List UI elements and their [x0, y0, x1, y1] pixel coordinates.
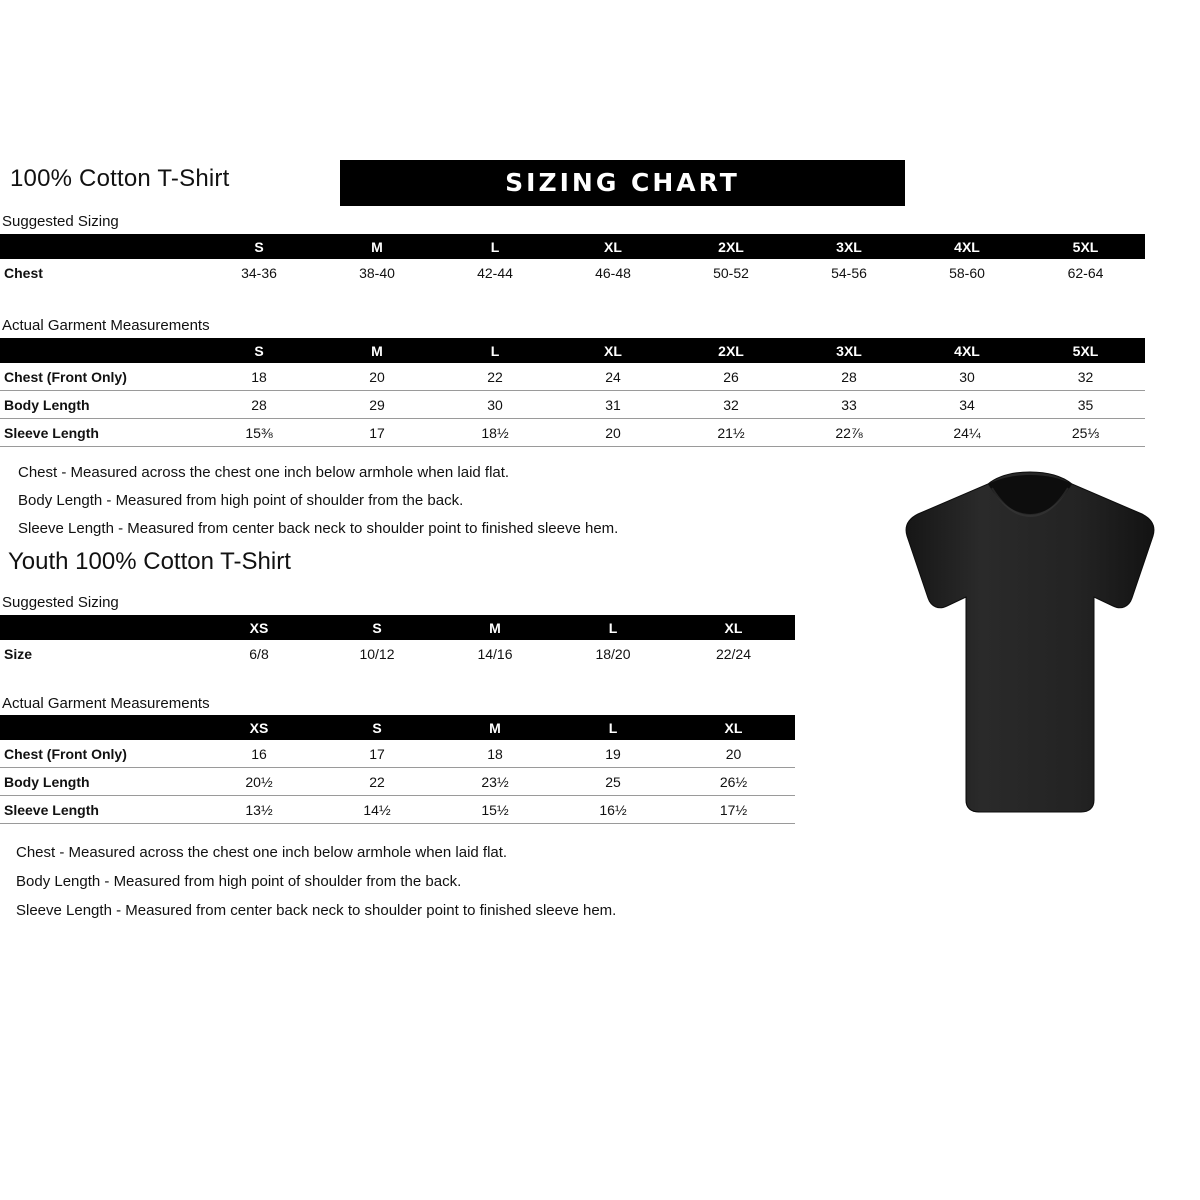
header-corner: [0, 234, 200, 259]
column-header: 4XL: [908, 234, 1026, 259]
table-cell: 32: [1026, 363, 1145, 391]
table-cell: 34: [908, 391, 1026, 419]
table-cell: 22: [318, 768, 436, 796]
column-header: L: [554, 715, 672, 740]
table-cell: 16: [200, 740, 318, 768]
youth-suggested-sizing-table: [0, 615, 795, 667]
table-cell: 19: [554, 740, 672, 768]
table-cell: 13½: [200, 796, 318, 824]
column-header: M: [318, 338, 436, 363]
table-cell: 28: [790, 363, 908, 391]
adult-note-chest: Chest - Measured across the chest one inch below armhole when laid flat.: [18, 464, 510, 481]
table-row: [0, 391, 1145, 419]
table-cell: 26½: [672, 768, 795, 796]
table-cell: 22⅞: [790, 419, 908, 447]
column-header: XS: [200, 715, 318, 740]
column-header: L: [436, 338, 554, 363]
table-cell: 15⅜: [200, 419, 318, 447]
table-cell: 46-48: [595, 264, 631, 281]
column-header: M: [436, 715, 554, 740]
table-cell: 42-44: [477, 264, 513, 281]
row-label: Sleeve Length: [0, 419, 200, 447]
table-cell: 50-52: [713, 264, 749, 281]
table-cell: 20½: [200, 768, 318, 796]
table-cell: 20: [318, 363, 436, 391]
row-label: Chest (Front Only): [0, 740, 200, 768]
table-cell: 24: [554, 363, 672, 391]
table-cell: 24¼: [908, 419, 1026, 447]
table-cell: 14/16: [477, 645, 513, 662]
adult-actual-measurements-label: Actual Garment Measurements: [2, 317, 210, 334]
table-cell: 25: [554, 768, 672, 796]
row-label: Chest (Front Only): [0, 363, 200, 391]
column-header: M: [318, 234, 436, 259]
youth-suggested-sizing-label: Suggested Sizing: [2, 594, 119, 611]
table-cell: 18½: [436, 419, 554, 447]
adult-suggested-sizing-label: Suggested Sizing: [2, 213, 119, 230]
sizing-chart-banner-label: SIZING CHART: [505, 168, 740, 197]
header-corner: [0, 338, 200, 363]
table-header-row: [0, 234, 1145, 259]
column-header: S: [318, 715, 436, 740]
table-row: [0, 363, 1145, 391]
table-cell: 32: [672, 391, 790, 419]
column-header: S: [200, 234, 318, 259]
table-cell: 26: [672, 363, 790, 391]
sizing-chart-banner: [340, 160, 905, 206]
table-cell: 20: [672, 740, 795, 768]
row-label: Body Length: [0, 391, 200, 419]
youth-note-chest: Chest - Measured across the chest one inch below armhole when laid flat.: [16, 844, 508, 861]
row-label: Chest: [4, 264, 43, 281]
adult-actual-measurements-table: [0, 338, 1145, 447]
adult-section-title: 100% Cotton T-Shirt: [10, 165, 230, 192]
table-cell: 62-64: [1067, 264, 1104, 281]
column-header: S: [200, 338, 318, 363]
youth-actual-measurements-table: [0, 715, 795, 824]
table-cell: 30: [908, 363, 1026, 391]
column-header: XL: [554, 234, 672, 259]
table-cell: 25⅓: [1026, 419, 1145, 447]
column-header: L: [554, 615, 672, 640]
table-cell: 17½: [672, 796, 795, 824]
column-header: 3XL: [790, 338, 908, 363]
column-header: XS: [200, 615, 318, 640]
adult-note-sleeve-length: Sleeve Length - Measured from center back neck to shoulder point to finished sleeve hem.: [18, 520, 619, 537]
table-row: [0, 740, 795, 768]
column-header: XL: [672, 715, 795, 740]
adult-note-body-length: Body Length - Measured from high point of shoulder from the back.: [18, 492, 464, 509]
table-cell: 21½: [672, 419, 790, 447]
table-header-row: [0, 338, 1145, 363]
table-row: [0, 419, 1145, 447]
table-cell: 20: [554, 419, 672, 447]
table-cell: 17: [318, 419, 436, 447]
table-cell: 18/20: [595, 645, 631, 662]
column-header: 3XL: [790, 234, 908, 259]
youth-note-sleeve-length: Sleeve Length - Measured from center back neck to shoulder point to finished sleeve hem.: [16, 902, 617, 919]
table-cell: 29: [318, 391, 436, 419]
column-header: 5XL: [1026, 338, 1145, 363]
header-corner: [0, 615, 200, 640]
table-cell: 16½: [554, 796, 672, 824]
table-cell: 31: [554, 391, 672, 419]
table-cell: 34-36: [241, 264, 277, 281]
youth-section-title: Youth 100% Cotton T-Shirt: [8, 548, 291, 575]
table-cell: 22/24: [715, 645, 752, 662]
table-row: [0, 796, 795, 824]
column-header: 2XL: [672, 234, 790, 259]
table-cell: 23½: [436, 768, 554, 796]
table-header-row: [0, 715, 795, 740]
table-row: [0, 640, 795, 667]
column-header: 5XL: [1026, 234, 1145, 259]
table-cell: 58-60: [949, 264, 985, 281]
tshirt-product-image: [880, 470, 1180, 815]
column-header: S: [318, 615, 436, 640]
table-cell: 17: [318, 740, 436, 768]
table-row: [0, 768, 795, 796]
table-cell: 28: [200, 391, 318, 419]
table-cell: 10/12: [359, 645, 395, 662]
youth-note-body-length: Body Length - Measured from high point of shoulder from the back.: [16, 873, 462, 890]
row-label: Sleeve Length: [0, 796, 200, 824]
column-header: 2XL: [672, 338, 790, 363]
table-cell: 54-56: [831, 264, 867, 281]
table-header-row: [0, 615, 795, 640]
table-cell: 38-40: [359, 264, 395, 281]
table-row: [0, 259, 1145, 286]
header-corner: [0, 715, 200, 740]
youth-actual-measurements-label: Actual Garment Measurements: [2, 695, 210, 712]
table-cell: 14½: [318, 796, 436, 824]
column-header: XL: [554, 338, 672, 363]
table-cell: 30: [436, 391, 554, 419]
table-cell: 22: [436, 363, 554, 391]
column-header: L: [436, 234, 554, 259]
adult-suggested-sizing-table: [0, 234, 1145, 286]
table-cell: 18: [436, 740, 554, 768]
row-label: Body Length: [0, 768, 200, 796]
table-cell: 6/8: [249, 645, 269, 662]
table-cell: 18: [200, 363, 318, 391]
column-header: M: [436, 615, 554, 640]
column-header: 4XL: [908, 338, 1026, 363]
row-label: Size: [4, 645, 33, 662]
table-cell: 35: [1026, 391, 1145, 419]
table-cell: 15½: [436, 796, 554, 824]
column-header: XL: [672, 615, 795, 640]
table-cell: 33: [790, 391, 908, 419]
tshirt-illustration: [880, 470, 1180, 815]
